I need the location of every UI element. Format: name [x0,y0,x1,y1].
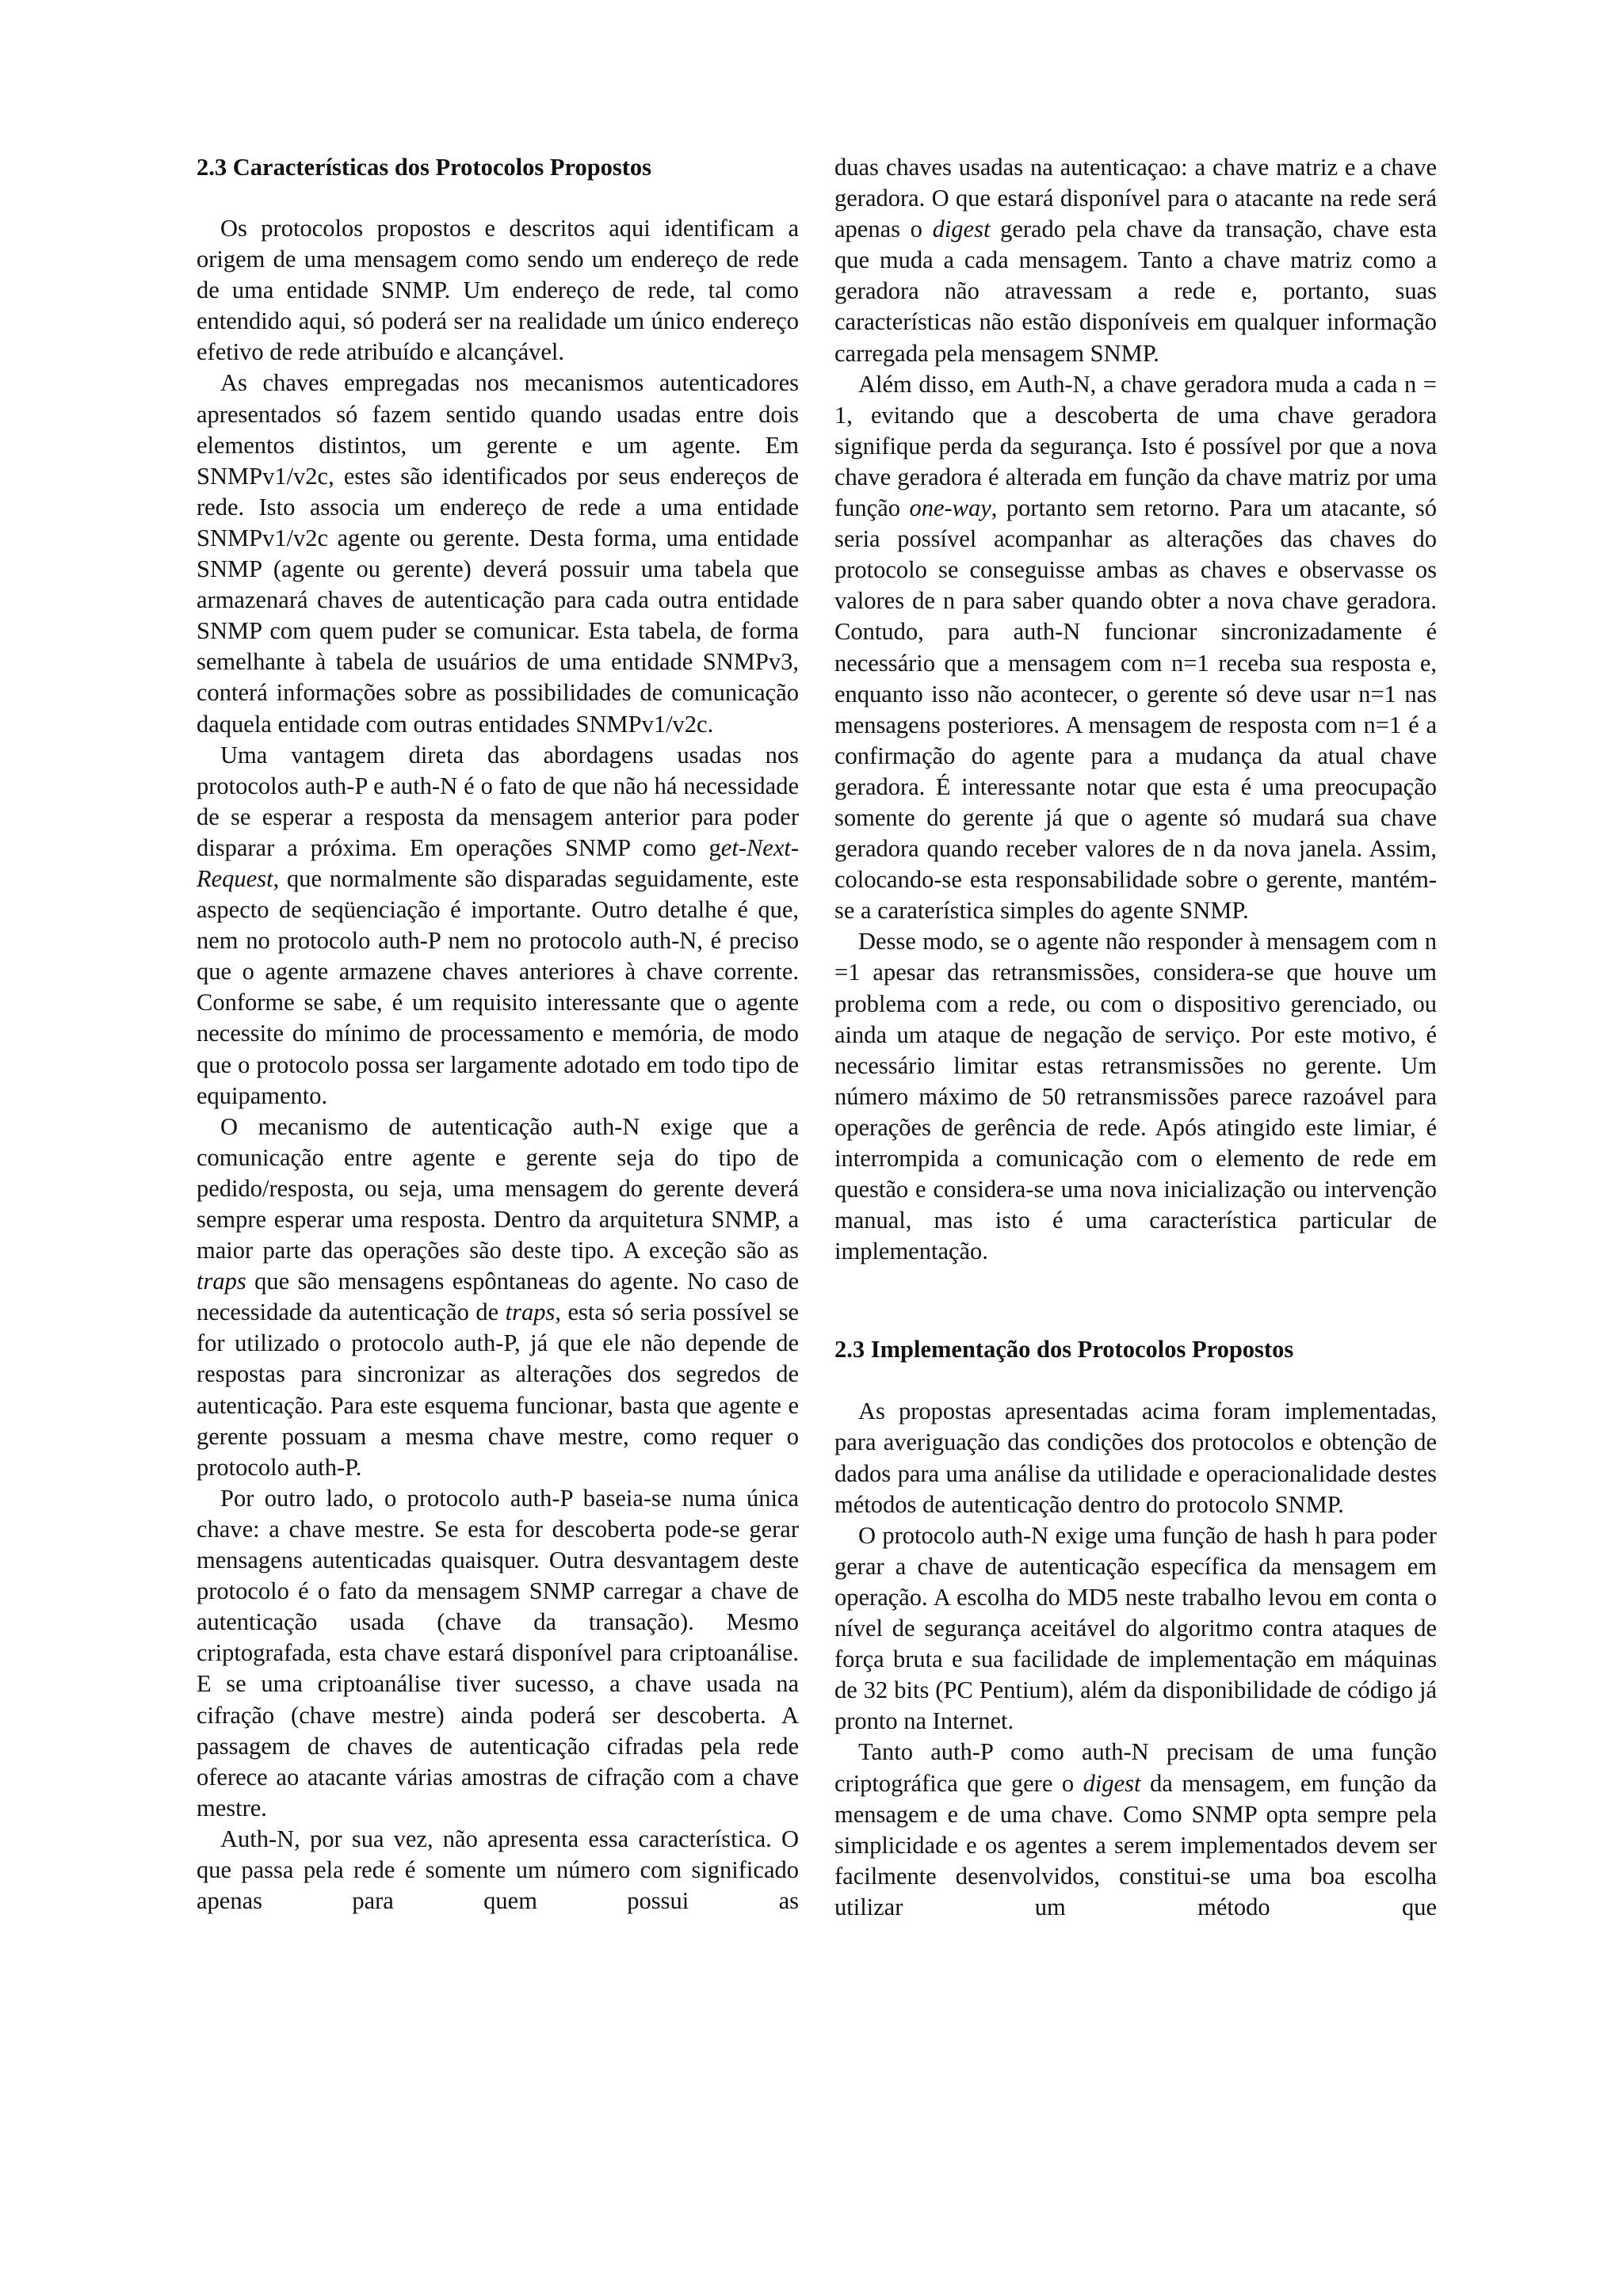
italic-term: one-way [909,494,991,522]
paragraph: Tanto auth-P como auth-N precisam de uma função criptográfica que gere o digest da mensagem, em função da mensagem e de uma chave. Como SNMP opta sempre pela simplicidade e os agentes a serem implementados devem ser facilmente desenvolvidos, constitui-se uma boa escolha utilizar um método que [834,1738,1438,1920]
paragraph: Desse modo, se o agente não responder à mensagem com n =1 apesar das retransmissões, considera-se que houve um problema com a rede, ou com o dispositivo gerenciado, ou ainda um ataque de negação de serviço. Por este motivo, é necessário limitar estas retransmissões no gerente. Um número máximo de 50 retransmissões parece razoável para operações de gerência de rede. Após atingido este limiar, é interrompida a comunicação com o elemento de rede em questão e considera-se uma nova inicialização ou intervenção manual, mas isto é uma característica particular de implementação. [834,928,1437,1265]
paragraph: As chaves empregadas nos mecanismos autenticadores apresentados só fazem sentido quando usadas entre dois elementos distintos, um gerente e um agente. Em SNMPv1/v2c, estes são identificados por seus endereços de rede. Isto associa um endereço de rede a uma entidade SNMPv1/v2c agente ou gerente. Desta forma, uma entidade SNMP (agente ou gerente) deverá possuir uma tabela que armazenará chaves de autenticação para cada outra entidade SNMP com quem puder se comunicar. Esta tabela, de forma semelhante à tabela de usuários de uma entidade SNMPv3, conterá informações sobre as possibilidades de comunicação daquela entidade com outras entidades SNMPv1/v2c. [197,369,799,738]
section-heading: 2.3 Implementação dos Protocolos Propostos [834,1336,1294,1363]
paragraph: O protocolo auth-N exige uma função de hash h para poder gerar a chave de autenticação específica da mensagem em operação. A escolha do MD5 neste trabalho levou em conta o nível de segurança aceitável do algoritmo contra ataques de força bruta e sua facilidade de implementação em máquinas de 32 bits (PC Pentium), além da disponibilidade de código já pronto na Internet. [834,1521,1437,1735]
italic-term: traps [197,1268,246,1295]
paragraph: Por outro lado, o protocolo auth-P baseia-se numa única chave: a chave mestre. Se esta for descoberta pode-se gerar mensagens autenticadas quaisquer. Outra desvantagem deste protocolo é o fato da mensagem SNMP carregar a chave de autenticação usada (chave da transação). Mesmo criptografada, esta chave estará disponível para criptoanálise. E se uma criptoanálise tiver sucesso, a chave usada na cifração (chave mestre) ainda poderá ser descoberta. A passagem de chaves de autenticação cifradas pela rede oferece ao atacante várias amostras de cifração com a chave mestre. [197,1484,799,1821]
right-column [834,152,1437,1923]
section-heading: 2.3 Características dos Protocolos Propostos [197,154,652,181]
paragraph: duas chaves usadas na autenticaçao: a chave matriz e a chave geradora. O que estará disponível para o atacante na rede será apenas o digest gerado pela chave da transação, chave esta que muda a cada mensagem. Tanto a chave matriz como a geradora não atravessam a rede e, portanto, suas características não estão disponíveis em qualquer informação carregada pela mensagem SNMP. [834,154,1438,367]
paragraph: Auth-N, por sua vez, não apresenta essa característica. O que passa pela rede é somente um número com significado apenas para quem possui as [197,1825,799,1915]
left-column [197,152,799,1917]
italic-term: digest [932,215,991,243]
paragraph: As propostas apresentadas acima foram implementadas, para averiguação das condições dos protocolos e obtenção de dados para uma análise da utilidade e operacionalidade destes métodos de autenticação dentro do protocolo SNMP. [834,1398,1437,1518]
italic-term: et-Next-Request [197,833,799,892]
paragraph: Além disso, em Auth-N, a chave geradora muda a cada n = 1, evitando que a descoberta de uma chave geradora signifique perda da segurança. Isto é possível por que a nova chave geradora é alterada em função da chave matriz por uma função one-way, portanto sem retorno. Para um atacante, só seria possível acompanhar as alterações das chaves do protocolo se conseguisse ambas as chaves e observasse os valores de n para saber quando obter a nova chave geradora. Contudo, para auth-N funcionar sincronizadamente é necessário que a mensagem com n=1 receba sua resposta e, enquanto isso não acontecer, o gerente só deve usar n=1 nas mensagens posteriores. A mensagem de resposta com n=1 é a confirmação do agente para a mudança da atual chave geradora. É interessante notar que esta é uma preocupação somente do gerente já que o agente só mudará sua chave geradora quando receber valores de n da nova janela. Assim, colocando-se esta responsabilidade sobre o gerente, mantém-se a caraterística simples do agente SNMP. [834,370,1437,925]
paragraph: Uma vantagem direta das abordagens usadas nos protocolos auth-P e auth-N é o fato de que não há necessidade de se esperar a resposta da mensagem anterior para poder disparar a próxima. Em operações SNMP como get-Next-Request, que normalmente são disparadas seguidamente, este aspecto de seqüenciação é importante. Outro detalhe é que, nem no protocolo auth-P nem no protocolo auth-N, é preciso que o agente armazene chaves anteriores à chave corrente. Conforme se sabe, é um requisito interessante que o agente necessite do mínimo de processamento e memória, de modo que o protocolo possa ser largamente adotado em todo tipo de equipamento. [197,741,799,1109]
italic-term: digest [1083,1769,1141,1797]
italic-term: traps [505,1299,556,1326]
paragraph: O mecanismo de autenticação auth-N exige que a comunicação entre agente e gerente seja do tipo de pedido/resposta, ou seja, uma mensagem do gerente deverá sempre esperar uma resposta. Dentro da arquitetura SNMP, a maior parte das operações são deste tipo. A exceção são as traps que são mensagens espôntaneas do agente. No caso de necessidade da autenticação de traps, esta só seria possível se for utilizado o protocolo auth-P, já que ele não depende de respostas para sincronizar as alterações dos segredos de autenticação. Para este esquema funcionar, basta que agente e gerente possuam a mesma chave mestre, como requer o protocolo auth-P. [197,1112,799,1481]
paragraph: Os protocolos propostos e descritos aqui identificam a origem de uma mensagem como sendo um endereço de rede de uma entidade SNMP. Um endereço de rede, tal como entendido aqui, só poderá ser na realidade um único endereço efetivo de rede atribuído e alcançável. [197,215,799,366]
